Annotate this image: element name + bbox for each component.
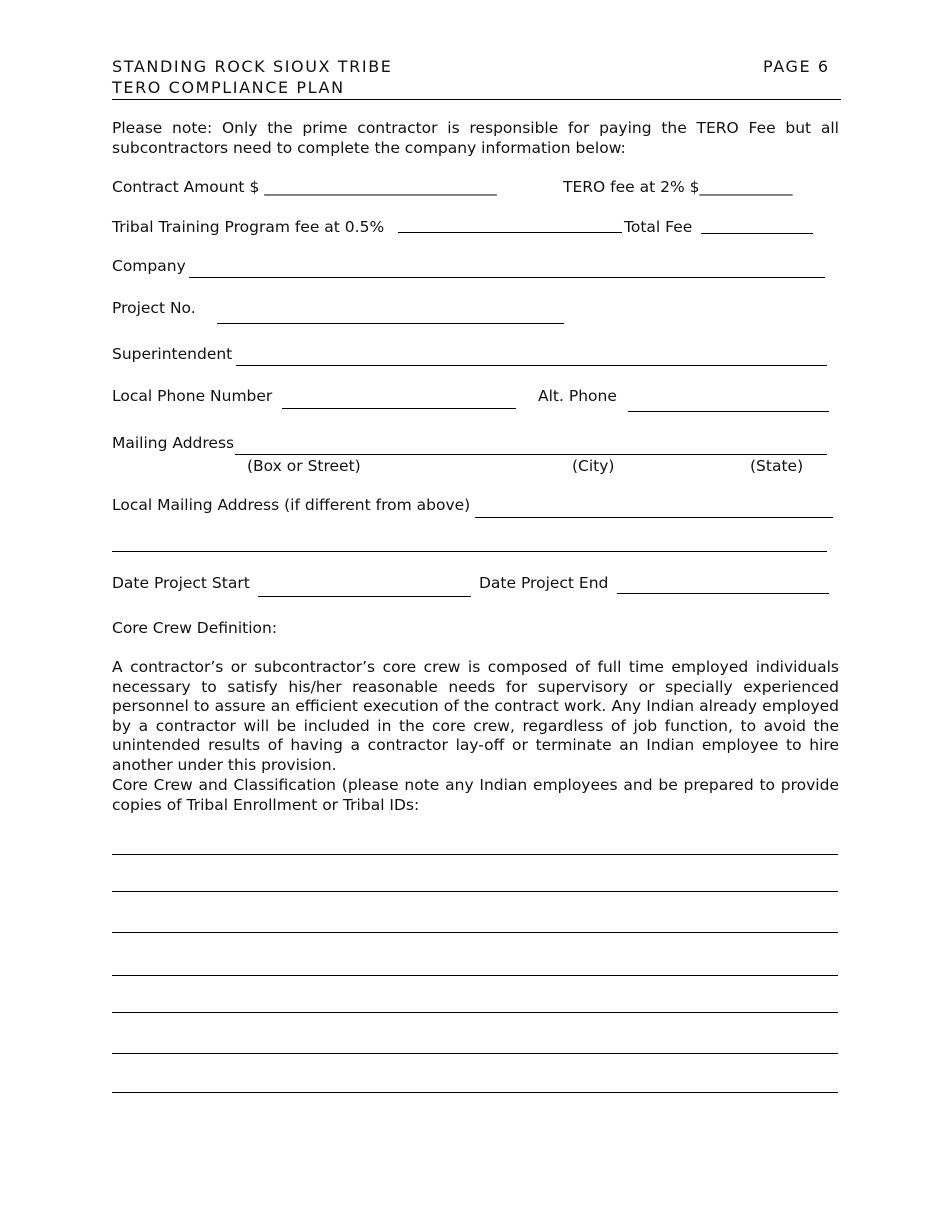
alt-phone-input[interactable] bbox=[628, 393, 829, 412]
core-crew-entry-line[interactable] bbox=[112, 1035, 838, 1054]
local-mailing-input-line2[interactable] bbox=[112, 533, 827, 552]
superintendent-label: Superintendent bbox=[112, 345, 233, 363]
project-no-input[interactable] bbox=[217, 305, 564, 324]
core-crew-entry-line[interactable] bbox=[112, 914, 838, 933]
local-mailing-input[interactable] bbox=[475, 499, 833, 518]
training-fee-label: Tribal Training Program fee at 0.5% bbox=[112, 218, 385, 236]
header-org: STANDING ROCK SIOUX TRIBE bbox=[112, 57, 393, 76]
company-label: Company bbox=[112, 257, 186, 275]
mailing-address-label: Mailing Address bbox=[112, 434, 235, 452]
core-crew-entry-line[interactable] bbox=[112, 873, 838, 892]
local-mailing-label: Local Mailing Address (if different from above) bbox=[112, 496, 471, 514]
core-crew-entry-line[interactable] bbox=[112, 836, 838, 855]
core-crew-entry-line[interactable] bbox=[112, 1074, 838, 1093]
tero-fee-input[interactable] bbox=[703, 176, 823, 194]
date-start-label: Date Project Start bbox=[112, 574, 250, 592]
project-no-label: Project No. bbox=[112, 299, 196, 317]
core-crew-heading: Core Crew Definition: bbox=[112, 619, 278, 637]
total-fee-label: Total Fee bbox=[624, 218, 693, 236]
local-phone-input[interactable] bbox=[282, 390, 516, 409]
core-crew-entry-line[interactable] bbox=[112, 994, 838, 1013]
note-paragraph: Please note: Only the prime contractor is responsible for paying the TERO Fee but all subcontractors need to complete the company information below: bbox=[112, 119, 839, 157]
tero-fee-label: TERO fee at 2% $____________ bbox=[563, 178, 793, 196]
page-number: PAGE 6 bbox=[763, 57, 830, 76]
state-caption: (State) bbox=[750, 457, 804, 475]
city-caption: (City) bbox=[572, 457, 615, 475]
date-start-input[interactable] bbox=[258, 578, 471, 597]
header-rule bbox=[112, 99, 841, 100]
mailing-address-input[interactable] bbox=[235, 436, 827, 455]
alt-phone-label: Alt. Phone bbox=[538, 387, 617, 405]
header-plan-title: TERO COMPLIANCE PLAN bbox=[112, 78, 345, 97]
box-or-street-caption: (Box or Street) bbox=[247, 457, 361, 475]
date-end-input[interactable] bbox=[617, 575, 829, 594]
core-crew-entry-line[interactable] bbox=[112, 957, 838, 976]
core-crew-classification-prompt: Core Crew and Classification (please note any Indian employees and be prepared to provide copies of Tribal Enrollment or Tribal IDs: bbox=[112, 776, 839, 814]
training-fee-input[interactable] bbox=[398, 214, 622, 233]
local-phone-label: Local Phone Number bbox=[112, 387, 273, 405]
superintendent-input[interactable] bbox=[236, 347, 827, 366]
date-end-label: Date Project End bbox=[479, 574, 609, 592]
core-crew-definition: A contractor’s or subcontractor’s core crew is composed of full time employed individuals necessary to satisfy his/her reasonable needs for supervisory or specially experienced personnel to assure an efficient execution of the contract work. Any Indian already employed by a contractor will be included in the core crew, regardless of job function, to avoid the unintended results of having a contractor lay-off or terminate an Indian employee to hire another under this provision. bbox=[112, 658, 839, 774]
total-fee-input[interactable] bbox=[701, 215, 813, 234]
contract-amount-label: Contract Amount $ ______________________________ bbox=[112, 178, 497, 196]
contract-amount-input[interactable] bbox=[262, 176, 547, 194]
company-input[interactable] bbox=[189, 259, 825, 278]
